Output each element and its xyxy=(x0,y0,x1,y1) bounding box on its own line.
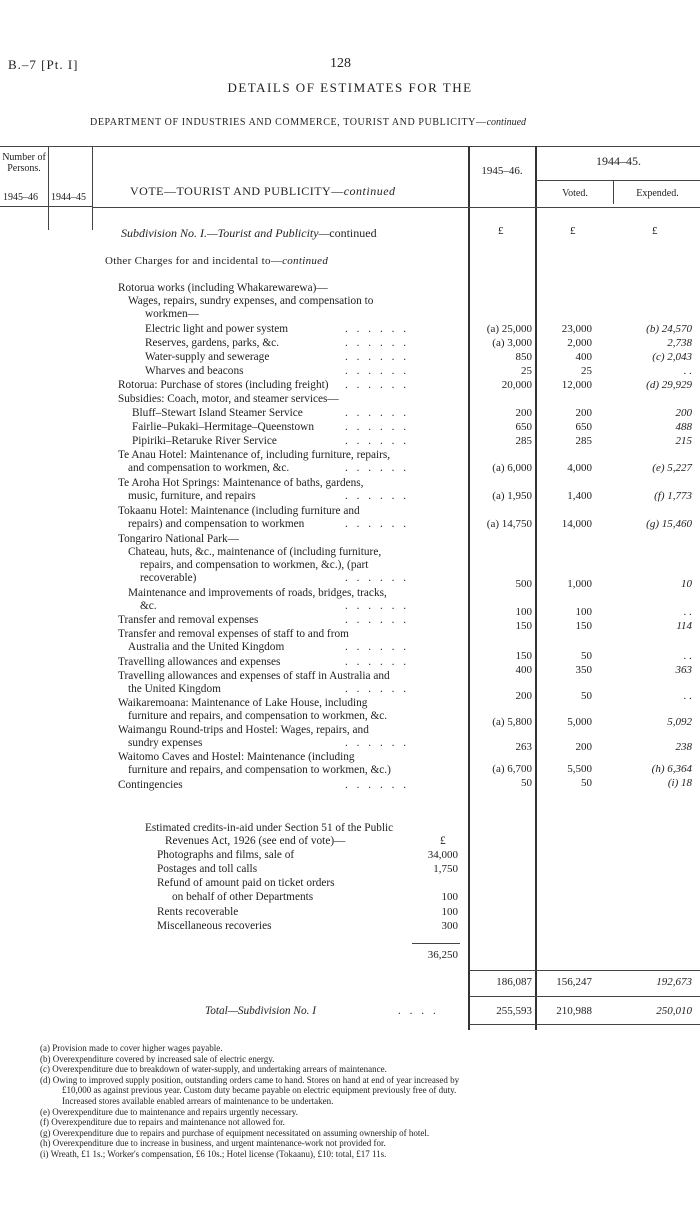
dot-leader: . . . . . . xyxy=(345,600,410,612)
amount-voted: 150 xyxy=(575,620,592,632)
amount-voted: 50 xyxy=(581,777,592,789)
vote-continued: continued xyxy=(343,184,396,198)
item-line: repairs, and compensation to workmen, &c.), (part xyxy=(140,559,369,571)
footnote: Increased stores available enabled arrears of maintenance to be undertaken. xyxy=(62,1096,334,1106)
amount-voted: 50 xyxy=(581,650,592,662)
amount-expended: (e) 5,227 xyxy=(652,462,692,474)
amount-1945-46: 285 xyxy=(515,435,532,447)
item-line: and compensation to workmen, &c. xyxy=(128,462,290,474)
department-heading xyxy=(90,117,526,128)
amount-expended: 488 xyxy=(675,421,692,433)
page-title: DETAILS OF ESTIMATES FOR THE xyxy=(227,80,473,95)
item-line: Maintenance and improvements of roads, bridges, tracks, xyxy=(128,587,387,599)
other-charges-heading xyxy=(105,255,328,267)
amount-voted: 350 xyxy=(575,664,592,676)
footnote: (b) Overexpenditure covered by increased sale of electric energy. xyxy=(40,1053,275,1064)
amount-expended: . . xyxy=(683,365,692,377)
item-line: Travelling allowances and expenses of staff in Australia and xyxy=(118,670,390,682)
col1-rule xyxy=(468,146,470,1030)
sum-rule-top xyxy=(469,970,700,971)
amount-1945-46: 25 xyxy=(521,365,532,377)
subdivision-title xyxy=(121,226,377,241)
amount-expended: (i) 18 xyxy=(667,777,692,789)
amount-1945-46: (a) 1,950 xyxy=(492,490,532,502)
item-line: recoverable) xyxy=(140,572,197,584)
footnote: (i) Wreath, £1 1s.; Worker's compensation, £6 10s.; Hotel license (Tokaanu), £10: total, £17 11s. xyxy=(40,1149,387,1159)
dot-leader: . . . . . . xyxy=(345,614,410,626)
credit-label: Refund of amount paid on ticket orders xyxy=(157,877,335,889)
item-line: furniture and repairs, and compensation to workmen, &c. xyxy=(128,710,388,722)
item-line: Pipiriki–Retaruke River Service xyxy=(132,435,277,447)
amount-voted: 400 xyxy=(575,351,592,363)
pound-sign-col2: £ xyxy=(570,225,576,237)
amount-1945-46: 500 xyxy=(515,578,532,590)
total-rule xyxy=(469,1024,700,1025)
credits-sum-rule xyxy=(412,943,460,944)
item-line: Electric light and power system xyxy=(145,323,289,335)
dot-leader: . . . . . . xyxy=(345,421,410,433)
vote-title xyxy=(130,184,396,199)
amount-voted: 285 xyxy=(575,435,592,447)
amount-voted: 650 xyxy=(575,421,592,433)
dot-leader: . . . . . . xyxy=(345,518,410,530)
amount-voted: 200 xyxy=(575,741,592,753)
item-line: Transfer and removal expenses xyxy=(118,614,259,626)
voted-header: Voted. xyxy=(562,188,588,199)
item-line: music, furniture, and repairs xyxy=(128,490,256,502)
item-line: Waimangu Round-trips and Hostel: Wages, repairs, and xyxy=(118,724,369,736)
amount-1945-46: (a) 14,750 xyxy=(486,518,532,530)
credit-label: Miscellaneous recoveries xyxy=(157,920,272,932)
dot-leader: . . . . . . xyxy=(345,572,410,584)
persons-sub-rule xyxy=(0,206,92,207)
header-bottom-rule xyxy=(93,207,700,208)
amount-1945-46: 400 xyxy=(515,664,532,676)
credits-heading-2: Revenues Act, 1926 (see end of vote)— xyxy=(165,835,346,847)
dot-leader: . . . . . . xyxy=(345,435,410,447)
item-line: repairs) and compensation to workmen xyxy=(128,518,305,530)
total-label: Total—Subdivision No. I xyxy=(205,1005,316,1017)
item-line: &c. xyxy=(140,600,157,612)
dot-leader: . . . . . . xyxy=(345,407,410,419)
amount-1945-46: (a) 6,000 xyxy=(492,462,532,474)
dot-leader: . . . . . . xyxy=(345,490,410,502)
pound-sign-col3: £ xyxy=(652,225,658,237)
item-line: Subsidies: Coach, motor, and steamer services— xyxy=(118,393,339,405)
amount-voted: 25 xyxy=(581,365,592,377)
dot-leader: . . . . . . xyxy=(345,323,410,335)
subdivision-continued: continued xyxy=(329,226,377,240)
item-line: the United Kingdom xyxy=(128,683,221,695)
amount-1945-46: 100 xyxy=(515,606,532,618)
item-line: Waikaremoana: Maintenance of Lake House, including xyxy=(118,697,368,709)
item-line: Reserves, gardens, parks, &c. xyxy=(145,337,279,349)
dot-leader: . . . . . . xyxy=(345,641,410,653)
footnote: (f) Overexpenditure due to repairs and maintenance not allowed for. xyxy=(40,1117,285,1128)
sum-rule-bottom xyxy=(469,996,700,997)
amount-expended: . . xyxy=(683,690,692,702)
amount-expended: 238 xyxy=(675,741,692,753)
department-name: DEPARTMENT OF INDUSTRIES AND COMMERCE, TOURIST AND PUBLICITY— xyxy=(90,117,487,128)
dot-leader: . . . . . . xyxy=(345,656,410,668)
amount-voted: 5,000 xyxy=(567,716,592,728)
amount-1945-46: 50 xyxy=(521,777,532,789)
dot-leader: . . . . . . xyxy=(345,683,410,695)
amount-expended: (b) 24,570 xyxy=(646,323,692,335)
dot-leader: . . . . . . xyxy=(345,351,410,363)
amount-expended: (c) 2,043 xyxy=(652,351,692,363)
item-line: Wharves and beacons xyxy=(145,365,244,377)
amount-expended: (f) 1,773 xyxy=(654,490,692,502)
item-line: sundry expenses xyxy=(128,737,203,749)
total-1945-46: 255,593 xyxy=(496,1005,532,1017)
amount-expended: 10 xyxy=(681,578,692,590)
other-charges-continued: continued xyxy=(282,255,329,267)
subdivision-name: Subdivision No. I.—Tourist and Publicity— xyxy=(121,226,330,240)
page-number: 128 xyxy=(330,56,351,71)
item-line: Transfer and removal expenses of staff to and from xyxy=(118,628,349,640)
item-line: workmen— xyxy=(145,308,199,320)
amount-expended: . . xyxy=(683,650,692,662)
amount-1945-46: (a) 3,000 xyxy=(492,337,532,349)
footnote: (h) Overexpenditure due to increase in business, and urgent maintenance-work not provided for. xyxy=(40,1138,386,1149)
amount-voted: 14,000 xyxy=(561,518,592,530)
amount-1945-46: 263 xyxy=(515,741,532,753)
dot-leader: . . . . . . xyxy=(345,337,410,349)
credit-value: 34,000 xyxy=(427,849,458,861)
persons-divider xyxy=(48,146,49,230)
previous-year-header: 1944–45. xyxy=(596,154,641,168)
item-line: Tongariro National Park— xyxy=(118,533,239,545)
expended-header: Expended. xyxy=(636,188,679,199)
footnote: (g) Overexpenditure due to repairs and purchase of equipment necessitated on assuming ownership of hotel. xyxy=(40,1127,430,1138)
document-reference: B.–7 [Pt. I] xyxy=(8,57,79,72)
amount-expended: . . xyxy=(683,606,692,618)
top-rule xyxy=(0,146,700,147)
amount-voted: 4,000 xyxy=(567,462,592,474)
amount-expended: (g) 15,460 xyxy=(646,518,692,530)
credits-pound: £ xyxy=(440,835,446,847)
voted-expended-divider xyxy=(613,180,614,204)
item-line: Water-supply and sewerage xyxy=(145,351,270,363)
amount-1945-46: (a) 5,800 xyxy=(492,716,532,728)
item-line: Fairlie–Pukaki–Hermitage–Queenstown xyxy=(132,421,314,433)
persons-right-rule xyxy=(92,146,93,230)
amount-1945-46: 20,000 xyxy=(501,379,532,391)
amount-expended: 2,738 xyxy=(667,337,692,349)
amount-expended: 363 xyxy=(675,664,692,676)
total-expended: 250,010 xyxy=(656,1005,692,1017)
persons-year-2: 1944–45 xyxy=(51,192,86,203)
item-line: Te Aroha Hot Springs: Maintenance of baths, gardens, xyxy=(118,477,364,489)
amount-1945-46: 200 xyxy=(515,690,532,702)
amount-expended: 5,092 xyxy=(667,716,692,728)
dot-leader: . . . . . . xyxy=(345,737,410,749)
credit-label: Photographs and films, sale of xyxy=(157,849,295,861)
footnote: (e) Overexpenditure due to maintenance and repairs urgently necessary. xyxy=(40,1106,298,1117)
sum-expended: 192,673 xyxy=(656,976,692,988)
other-charges-name: Other Charges for and incidental to— xyxy=(105,255,283,267)
amount-voted: 5,500 xyxy=(567,763,592,775)
item-line: Waitomo Caves and Hostel: Maintenance (including xyxy=(118,751,355,763)
amount-1945-46: 150 xyxy=(515,650,532,662)
dot-leader: . . . . . . xyxy=(345,365,410,377)
amount-1945-46: 200 xyxy=(515,407,532,419)
amount-voted: 23,000 xyxy=(561,323,592,335)
amount-expended: (d) 29,929 xyxy=(646,379,692,391)
item-line: furniture and repairs, and compensation to workmen, &c.) xyxy=(128,764,391,776)
pound-sign-col1: £ xyxy=(498,225,504,237)
amount-1945-46: 150 xyxy=(515,620,532,632)
amount-expended: 200 xyxy=(675,407,692,419)
credits-total: 36,250 xyxy=(427,949,458,961)
footnote: (c) Overexpenditure due to breakdown of water-supply, and undertaking arrears of maintenance. xyxy=(40,1064,387,1075)
col2-rule xyxy=(535,146,537,1030)
total-voted: 210,988 xyxy=(556,1005,592,1017)
amount-voted: 200 xyxy=(575,407,592,419)
footnote: (d) Owing to improved supply position, outstanding orders came to hand. Stores on hand at end of year increased by xyxy=(40,1074,460,1085)
amount-1945-46: 650 xyxy=(515,421,532,433)
amount-1945-46: 850 xyxy=(515,351,532,363)
dot-leader: . . . . . . xyxy=(345,779,410,791)
credit-value: 100 xyxy=(441,891,458,903)
item-line: Rotorua works (including Whakarewarewa)— xyxy=(118,282,328,294)
item-line: Rotorua: Purchase of stores (including freight) xyxy=(118,379,329,391)
estimate-year-header: 1945–46. xyxy=(481,165,523,177)
amount-voted: 50 xyxy=(581,690,592,702)
total-leader: . . . . xyxy=(398,1005,439,1017)
voted-rule xyxy=(536,180,700,181)
footnote: (a) Provision made to cover higher wages payable. xyxy=(40,1043,223,1053)
amount-expended: 114 xyxy=(676,620,692,632)
amount-expended: 215 xyxy=(675,435,692,447)
number-of-persons-header: Number of Persons. xyxy=(2,152,46,174)
item-line: Chateau, huts, &c., maintenance of (including furniture, xyxy=(128,546,382,558)
vote-name: VOTE—TOURIST AND PUBLICITY— xyxy=(130,184,344,198)
persons-year-1: 1945–46 xyxy=(3,192,38,203)
amount-voted: 12,000 xyxy=(561,379,592,391)
credit-label: Postages and toll calls xyxy=(157,863,258,875)
department-continued: continued xyxy=(486,117,527,128)
sum-voted: 156,247 xyxy=(556,976,592,988)
item-line: Wages, repairs, sundry expenses, and compensation to xyxy=(128,295,374,307)
item-line: Tokaanu Hotel: Maintenance (including furniture and xyxy=(118,505,360,517)
credit-value: 1,750 xyxy=(433,863,458,875)
footnote: £10,000 as against previous year. Custom duty became payable on electric equipment previously free of duty. xyxy=(62,1085,457,1096)
item-line: Australia and the United Kingdom xyxy=(128,641,285,653)
item-line: Travelling allowances and expenses xyxy=(118,656,281,668)
amount-voted: 1,400 xyxy=(567,490,592,502)
item-line: Bluff–Stewart Island Steamer Service xyxy=(132,407,303,419)
sum-1945-46: 186,087 xyxy=(496,976,532,988)
amount-voted: 2,000 xyxy=(567,337,592,349)
credit-label: on behalf of other Departments xyxy=(172,891,314,903)
amount-1945-46: (a) 25,000 xyxy=(486,323,532,335)
credit-value: 100 xyxy=(441,906,458,918)
credit-label: Rents recoverable xyxy=(157,906,239,918)
amount-1945-46: (a) 6,700 xyxy=(492,763,532,775)
credit-value: 300 xyxy=(441,920,458,932)
item-line: Contingencies xyxy=(118,779,183,791)
credits-heading-1: Estimated credits-in-aid under Section 51 of the Public xyxy=(145,822,394,834)
amount-expended: (h) 6,364 xyxy=(651,763,692,775)
amount-voted: 1,000 xyxy=(567,578,592,590)
dot-leader: . . . . . . xyxy=(345,379,410,391)
amount-voted: 100 xyxy=(575,606,592,618)
item-line: Te Anau Hotel: Maintenance of, including furniture, repairs, xyxy=(118,449,391,461)
dot-leader: . . . . . . xyxy=(345,462,410,474)
